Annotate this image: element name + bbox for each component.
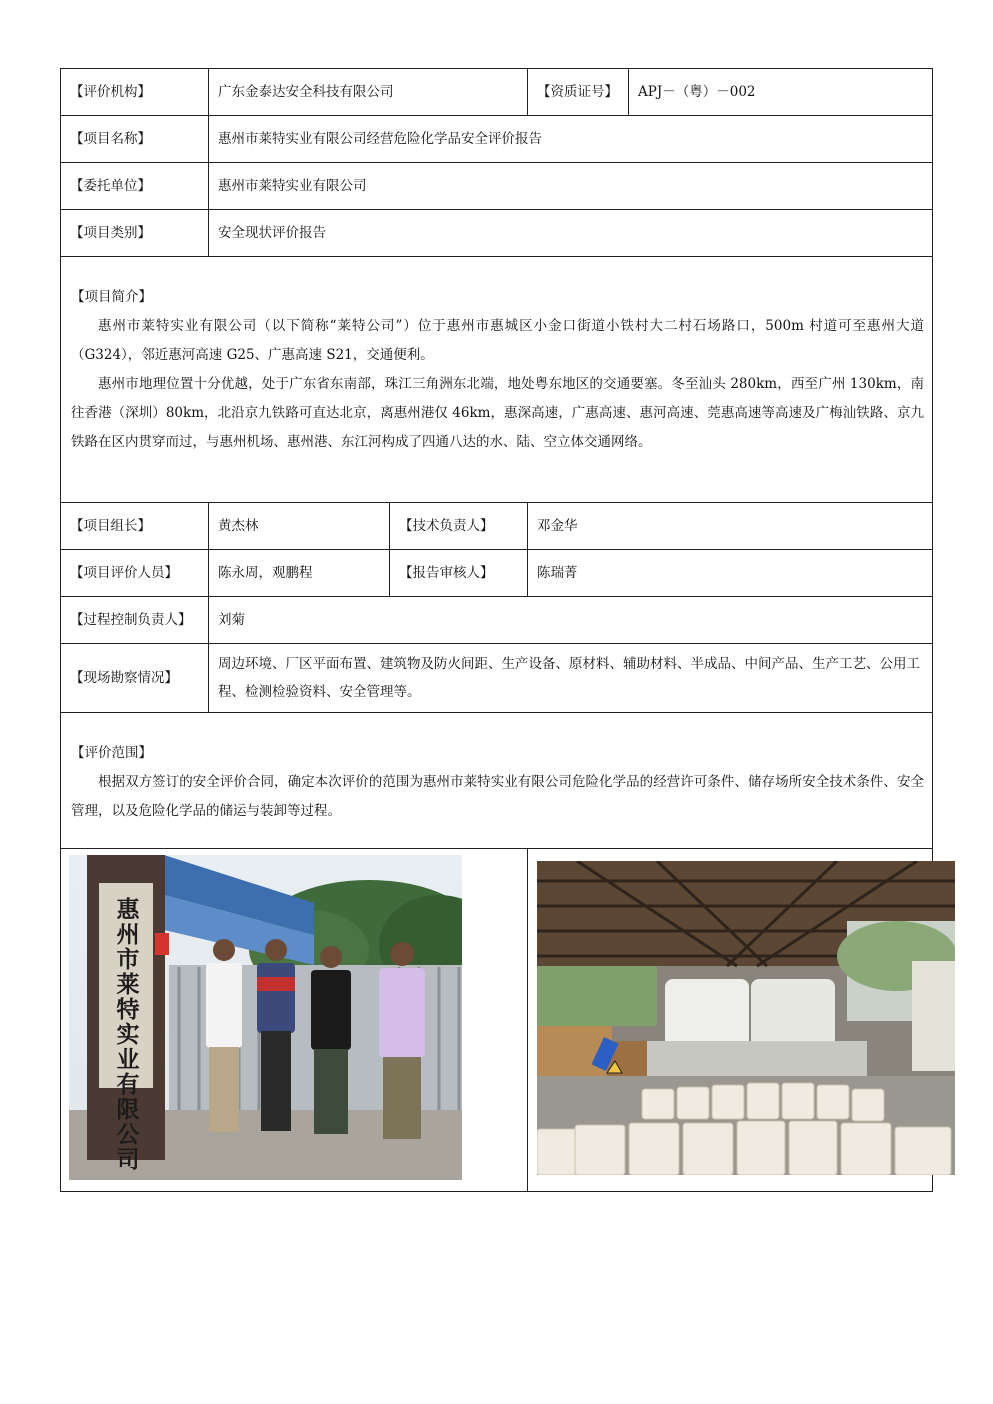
reviewer-value: 陈瑞菁 (528, 550, 933, 597)
row-project-intro (61, 257, 933, 503)
evaluation-scope-section (61, 713, 933, 849)
site-survey-value: 周边环境、厂区平面布置、建筑物及防火间距、生产设备、原材料、辅助材料、半成品、中间产品、生产工艺、公用工程、检测检验资料、安全管理等。 (209, 644, 933, 713)
row-site-survey (61, 644, 933, 713)
agency-value: 广东金泰达安全科技有限公司 (209, 69, 528, 116)
photo-cell-warehouse (528, 849, 933, 1192)
row-client (61, 163, 933, 210)
photo-cell-team (61, 849, 528, 1192)
reviewer-label: 【报告审核人】 (390, 550, 528, 597)
team-at-gate-photo (69, 855, 462, 1180)
row-site-photos (61, 849, 933, 1192)
project-name-value: 惠州市莱特实业有限公司经营危险化学品安全评价报告 (209, 116, 933, 163)
site-survey-label: 【现场勘察情况】 (61, 644, 209, 713)
category-value: 安全现状评价报告 (209, 210, 933, 257)
certificate-label: 【资质证号】 (528, 69, 629, 116)
scope-heading: 【评价范围】 (71, 745, 152, 761)
client-value: 惠州市莱特实业有限公司 (209, 163, 933, 210)
team-leader-label: 【项目组长】 (61, 503, 209, 550)
scope-paragraph: 根据双方签订的安全评价合同，确定本次评价的范围为惠州市莱特实业有限公司危险化学品的经营许可条件、储存场所安全技术条件、安全管理，以及危险化学品的储运与装卸等过程。 (71, 774, 924, 819)
row-evaluation-agency (61, 69, 933, 116)
tech-lead-label: 【技术负责人】 (390, 503, 528, 550)
intro-heading: 【项目简介】 (71, 289, 152, 305)
row-team-leader (61, 503, 933, 550)
client-label: 【委托单位】 (61, 163, 209, 210)
row-evaluation-scope (61, 713, 933, 849)
row-project-name (61, 116, 933, 163)
certificate-value: APJ－（粤）－002 (629, 69, 933, 116)
intro-paragraph: 惠州市地理位置十分优越，处于广东省东南部，珠江三角洲东北端，地处粤东地区的交通要塞。冬至汕头 280km，西至广州 130km，南往香港（深圳）80km，北沿京九铁路可直达北京，离惠州港仅 46km，惠深高速，广惠高速、惠河高速、莞惠高速等高速及广梅汕铁路、京九铁路在区内贯穿而过，与惠州机场、惠州港、东江河构成了四通八达的水、陆、空立体交通网络。 (71, 376, 924, 450)
row-project-category (61, 210, 933, 257)
project-name-label: 【项目名称】 (61, 116, 209, 163)
warehouse-storage-photo (537, 861, 955, 1175)
project-intro-section (61, 257, 933, 503)
evaluators-label: 【项目评价人员】 (61, 550, 209, 597)
category-label: 【项目类别】 (61, 210, 209, 257)
team-leader-value: 黄杰林 (209, 503, 390, 550)
process-control-label: 【过程控制负责人】 (61, 597, 209, 644)
report-info-table (60, 68, 933, 1192)
process-control-value: 刘菊 (209, 597, 933, 644)
intro-paragraph: 惠州市莱特实业有限公司（以下简称“莱特公司”）位于惠州市惠城区小金口街道小铁村大二村石场路口，500m 村道可至惠州大道（G324），邻近惠河高速 G25、广惠高速 S21，交通便利。 (71, 318, 924, 363)
sign-text: 惠州市莱特实业有限公司 (112, 897, 140, 1172)
tech-lead-value: 邓金华 (528, 503, 933, 550)
row-evaluators (61, 550, 933, 597)
evaluators-value: 陈永周，观鹏程 (209, 550, 390, 597)
agency-label: 【评价机构】 (61, 69, 209, 116)
row-process-control (61, 597, 933, 644)
